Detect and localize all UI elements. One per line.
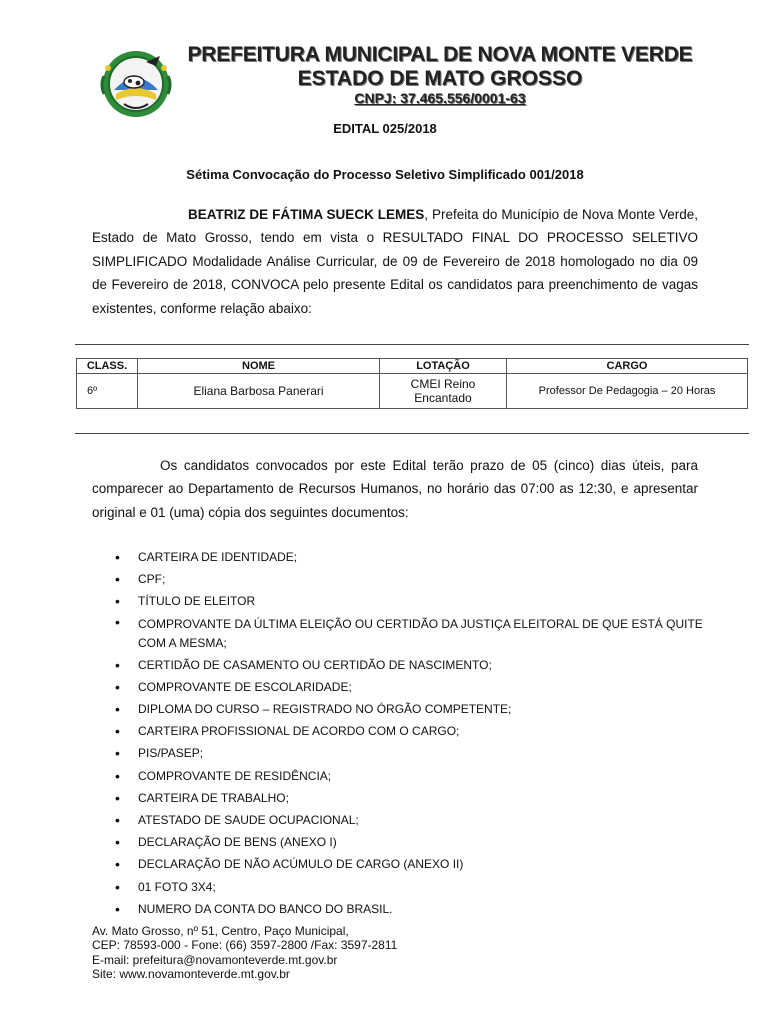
header-cnpj: CNPJ: 37.465.556/0001-63 — [354, 90, 526, 106]
list-item: • NUMERO DA CONTA DO BANCO DO BRASIL. — [115, 898, 715, 920]
divider-bottom — [75, 433, 749, 434]
list-item: • COMPROVANTE DA ÚLTIMA ELEIÇÃO OU CERTIDÃO DA JUSTIÇA ELEITORAL DE QUE ESTÁ QUITE COM A MESMA; — [115, 613, 703, 650]
bullet-icon: • — [115, 549, 120, 565]
col-header-class: CLASS. — [77, 359, 138, 374]
list-item: • DECLARAÇÃO DE NÃO ACÚMULO DE CARGO (ANEXO II) — [115, 853, 715, 875]
header-state: ESTADO DE MATO GROSSO — [297, 67, 583, 90]
footer-phone: CEP: 78593-000 - Fone: (66) 3597-2800 /Fax: 3597-2811 — [92, 938, 398, 953]
bullet-icon: • — [115, 900, 120, 917]
bullet-icon: • — [115, 789, 120, 806]
signer-name: BEATRIZ DE FÁTIMA SUECK LEMES — [188, 207, 425, 222]
list-item: • COMPROVANTE DE ESCOLARIDADE; — [115, 676, 715, 698]
bullet-icon: • — [115, 812, 120, 829]
list-item: • CARTEIRA PROFISSIONAL DE ACORDO COM O CARGO; — [115, 720, 715, 742]
documents-list — [115, 546, 715, 920]
footer-address: Av. Mato Grosso, nº 51, Centro, Paço Municipal, — [92, 924, 349, 938]
convocation-table — [76, 358, 748, 409]
edital-number: EDITAL 025/2018 — [333, 121, 437, 136]
list-item: • DECLARAÇÃO DE BENS (ANEXO I) — [115, 831, 715, 853]
intro-paragraph — [92, 203, 698, 320]
intro-text: , Prefeita do Município de Nova Monte Verde, Estado de Mato Grosso, tendo em vista o RESULTADO FINAL DO PROCESSO SELETIVO SIMPLIFICADO Modalidade Análise Curricular, de 09 de Fevereiro de 2018 homologado no dia 09 de Fevereiro de 2018, CONVOCA pelo presente Edital os candidatos para preenchimento de vagas existentes, conforme relação abaixo: — [92, 207, 699, 316]
table-header-row — [77, 359, 748, 374]
divider-top — [75, 344, 749, 345]
list-item: • CARTEIRA DE IDENTIDADE; — [115, 546, 715, 568]
cell-class: 6º — [77, 374, 138, 409]
cell-name: Eliana Barbosa Panerari — [138, 374, 380, 409]
table-row — [77, 374, 748, 409]
list-item: • CERTIDÃO DE CASAMENTO OU CERTIDÃO DE NASCIMENTO; — [115, 654, 715, 676]
col-header-location: LOTAÇÃO — [380, 359, 507, 374]
footer-contact — [92, 924, 397, 982]
bullet-icon: • — [115, 856, 120, 873]
header-title: PREFEITURA MUNICIPAL DE NOVA MONTE VERDE — [187, 43, 693, 66]
col-header-role: CARGO — [507, 359, 748, 374]
bullet-icon: • — [115, 723, 120, 740]
bullet-icon: • — [115, 834, 120, 851]
list-item: • 01 FOTO 3X4; — [115, 876, 715, 898]
footer-site: Site: www.novamonteverde.mt.gov.br — [92, 967, 290, 982]
bullet-icon: • — [115, 593, 120, 610]
bullet-icon: • — [115, 745, 120, 762]
list-item: • CPF; — [115, 568, 715, 590]
list-item: • PIS/PASEP; — [115, 742, 715, 764]
cell-location: CMEI Reino Encantado — [380, 374, 507, 409]
list-item: • DIPLOMA DO CURSO – REGISTRADO NO ÓRGÃO COMPETENTE; — [115, 698, 715, 720]
list-item: • COMPROVANTE DE RESIDÊNCIA; — [115, 765, 715, 787]
bullet-icon: • — [115, 701, 120, 718]
list-item: • ATESTADO DE SAUDE OCUPACIONAL; — [115, 809, 715, 831]
instructions-paragraph: Os candidatos convocados por este Edital terão prazo de 05 (cinco) dias úteis, para comparecer ao Departamento de Recursos Humanos, no horário das 07:00 as 12:30, e apresentar original e 01 (uma) cópia dos seguintes documentos: — [92, 458, 698, 520]
document-subtitle: Sétima Convocação do Processo Seletivo Simplificado 001/2018 — [186, 167, 584, 182]
col-header-name: NOME — [138, 359, 380, 374]
bullet-icon: • — [115, 571, 120, 588]
list-item: • TÍTULO DE ELEITOR — [115, 590, 715, 612]
bullet-icon: • — [115, 878, 120, 895]
bullet-icon: • — [115, 767, 120, 784]
footer-email: E-mail: prefeitura@novamonteverde.mt.gov.br — [92, 952, 338, 967]
bullet-icon: • — [115, 656, 120, 673]
bullet-icon: • — [115, 678, 120, 695]
cell-role: Professor De Pedagogia – 20 Horas — [507, 374, 748, 409]
bullet-icon: • — [115, 613, 120, 630]
list-item: • CARTEIRA DE TRABALHO; — [115, 787, 715, 809]
